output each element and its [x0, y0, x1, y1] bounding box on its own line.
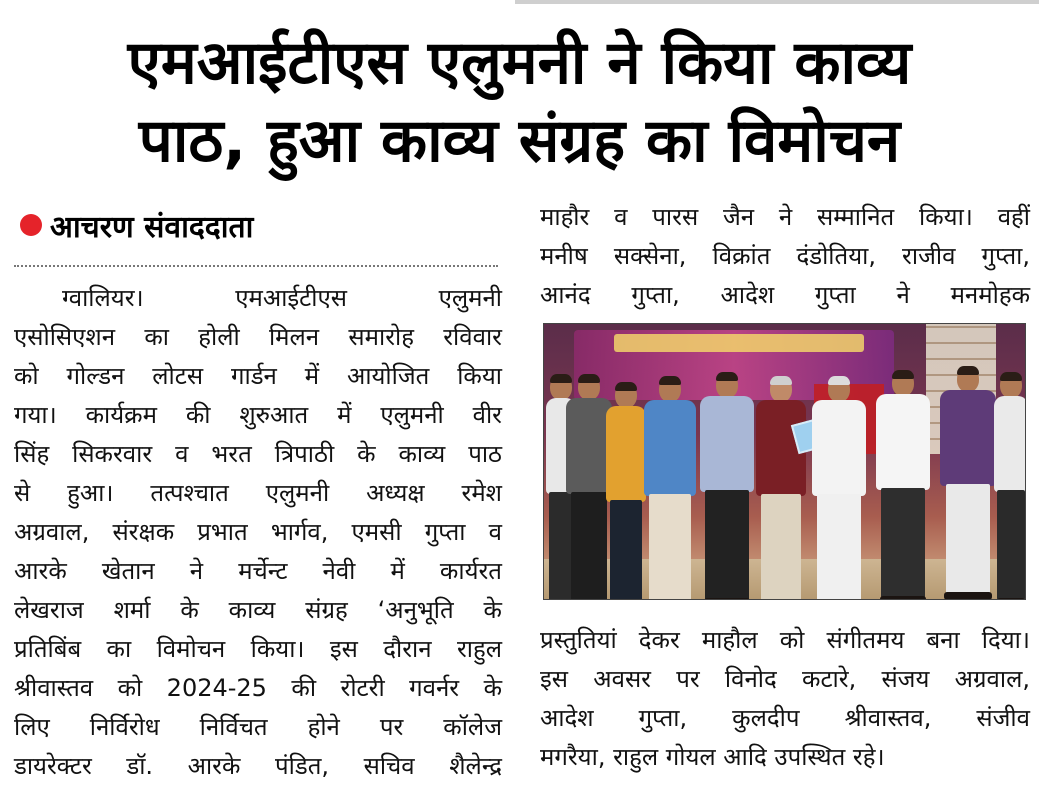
article-line: लिए निर्विरोध निर्विचत होने पर कॉलेज [14, 713, 502, 741]
article-line: मनीष सक्सेना, विक्रांत दंडोतिया, राजीव गुप्ता, [540, 242, 1030, 270]
dotted-divider [14, 265, 498, 267]
article-line: सिंह सिकरवार व भरत त्रिपाठी के काव्य पाठ [14, 440, 502, 468]
byline [20, 203, 253, 247]
top-rule [515, 0, 1039, 4]
headline-line-1: एमआईटीएस एलुमनी ने किया काव्य [127, 28, 912, 98]
byline-name: आचरण संवाददाता [50, 209, 254, 245]
article-line: गया। कार्यक्रम की शुरुआत में एलुमनी वीर [14, 401, 502, 429]
article-line: आनंद गुप्ता, आदेश गुप्ता ने मनमोहक [540, 281, 1030, 309]
article-line: लेखराज शर्मा के काव्य संग्रह ‘अनुभूति के [14, 596, 502, 624]
headline-line-2: पाठ, हुआ काव्य संग्रह का विमोचन [138, 106, 901, 176]
article-line: प्रस्तुतियां देकर माहौल को संगीतमय बना दिया। [540, 626, 1030, 654]
article-line: को गोल्डन लोटस गार्डन में आयोजित किया [14, 362, 502, 390]
bullet-dot-icon [20, 214, 42, 236]
left-column [14, 279, 502, 786]
article-line: ग्वालियर। एमआईटीएस एलुमनी [62, 284, 502, 312]
article-line: डायरेक्टर डॉ. आरके पंडित, सचिव शैलेन्द्र [14, 752, 502, 780]
article-line: श्रीवास्तव को 2024-25 की रोटरी गवर्नर के [14, 674, 502, 702]
event-photo [543, 323, 1026, 600]
article-line: आदेश गुप्ता, कुलदीप श्रीवास्तव, संजीव [540, 704, 1030, 732]
article-line: अग्रवाल, संरक्षक प्रभात भार्गव, एमसी गुप्ता व [14, 518, 502, 546]
right-column-top [540, 198, 1030, 315]
article-line: इस अवसर पर विनोद कटारे, संजय अग्रवाल, [540, 665, 1030, 693]
banner-title-strip [614, 334, 864, 352]
article-line: मगरैया, राहुल गोयल आदि उपस्थित रहे। [540, 743, 885, 771]
article-line: से हुआ। तत्पश्चात एलुमनी अध्यक्ष रमेश [14, 479, 502, 507]
article-line: आरके खेतान ने मर्चेन्ट नेवी में कार्यरत [14, 557, 502, 585]
article-line: माहौर व पारस जैन ने सम्मानित किया। वहीं [540, 203, 1030, 231]
article-line: प्रतिबिंब का विमोचन किया। इस दौरान राहुल [14, 635, 502, 663]
right-column-bottom [540, 621, 1030, 777]
article-line: एसोसिएशन का होली मिलन समारोह रविवार [14, 323, 502, 351]
